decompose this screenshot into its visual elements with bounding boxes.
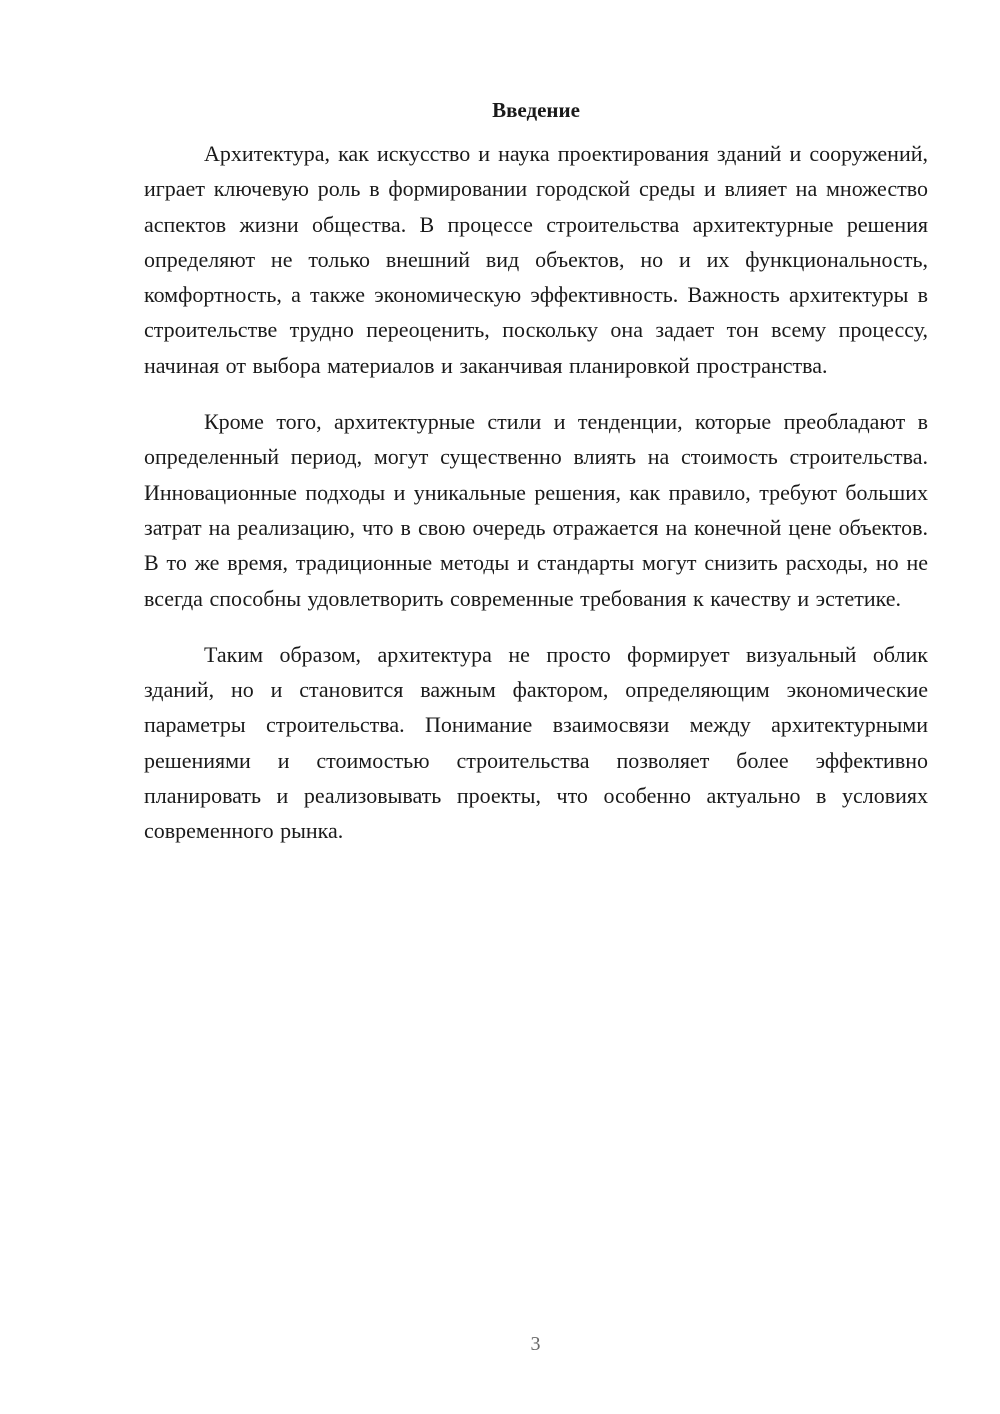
- page-number: 3: [530, 1333, 541, 1355]
- paragraph-1: Архитектура, как искусство и наука проектирования зданий и сооружений, играет ключевую роль в формировании городской среды и влияет на множество аспектов жизни общества. В процессе строительства архитектурные решения определяют не только внешний вид объектов, но и их функциональность, комфортность, а также экономическую эффективность. Важность архитектуры в строительстве трудно переоценить, поскольку она задает тон всему процессу, начиная от выбора материалов и заканчивая планировкой пространства.: [144, 141, 928, 378]
- section-title: Введение: [492, 98, 580, 122]
- paragraph-3: Таким образом, архитектура не просто формирует визуальный облик зданий, но и становится важным фактором, определяющим экономические параметры строительства. Понимание взаимосвязи между архитектурными решениями и стоимостью строительства позволяет более эффективно планировать и реализовывать проекты, что особенно актуально в условиях современного рынка.: [144, 641, 928, 844]
- paragraph-2: Кроме того, архитектурные стили и тенденции, которые преобладают в определенный период, могут существенно влиять на стоимость строительства. Инновационные подходы и уникальные решения, как правило, требуют больших затрат на реализацию, что в свою очередь отражается на конечной цене объектов. В то же время, традиционные методы и стандарты могут снизить расходы, но не всегда способны удовлетворить современные требования к качеству и эстетике.: [144, 409, 928, 611]
- document-body: [144, 96, 928, 870]
